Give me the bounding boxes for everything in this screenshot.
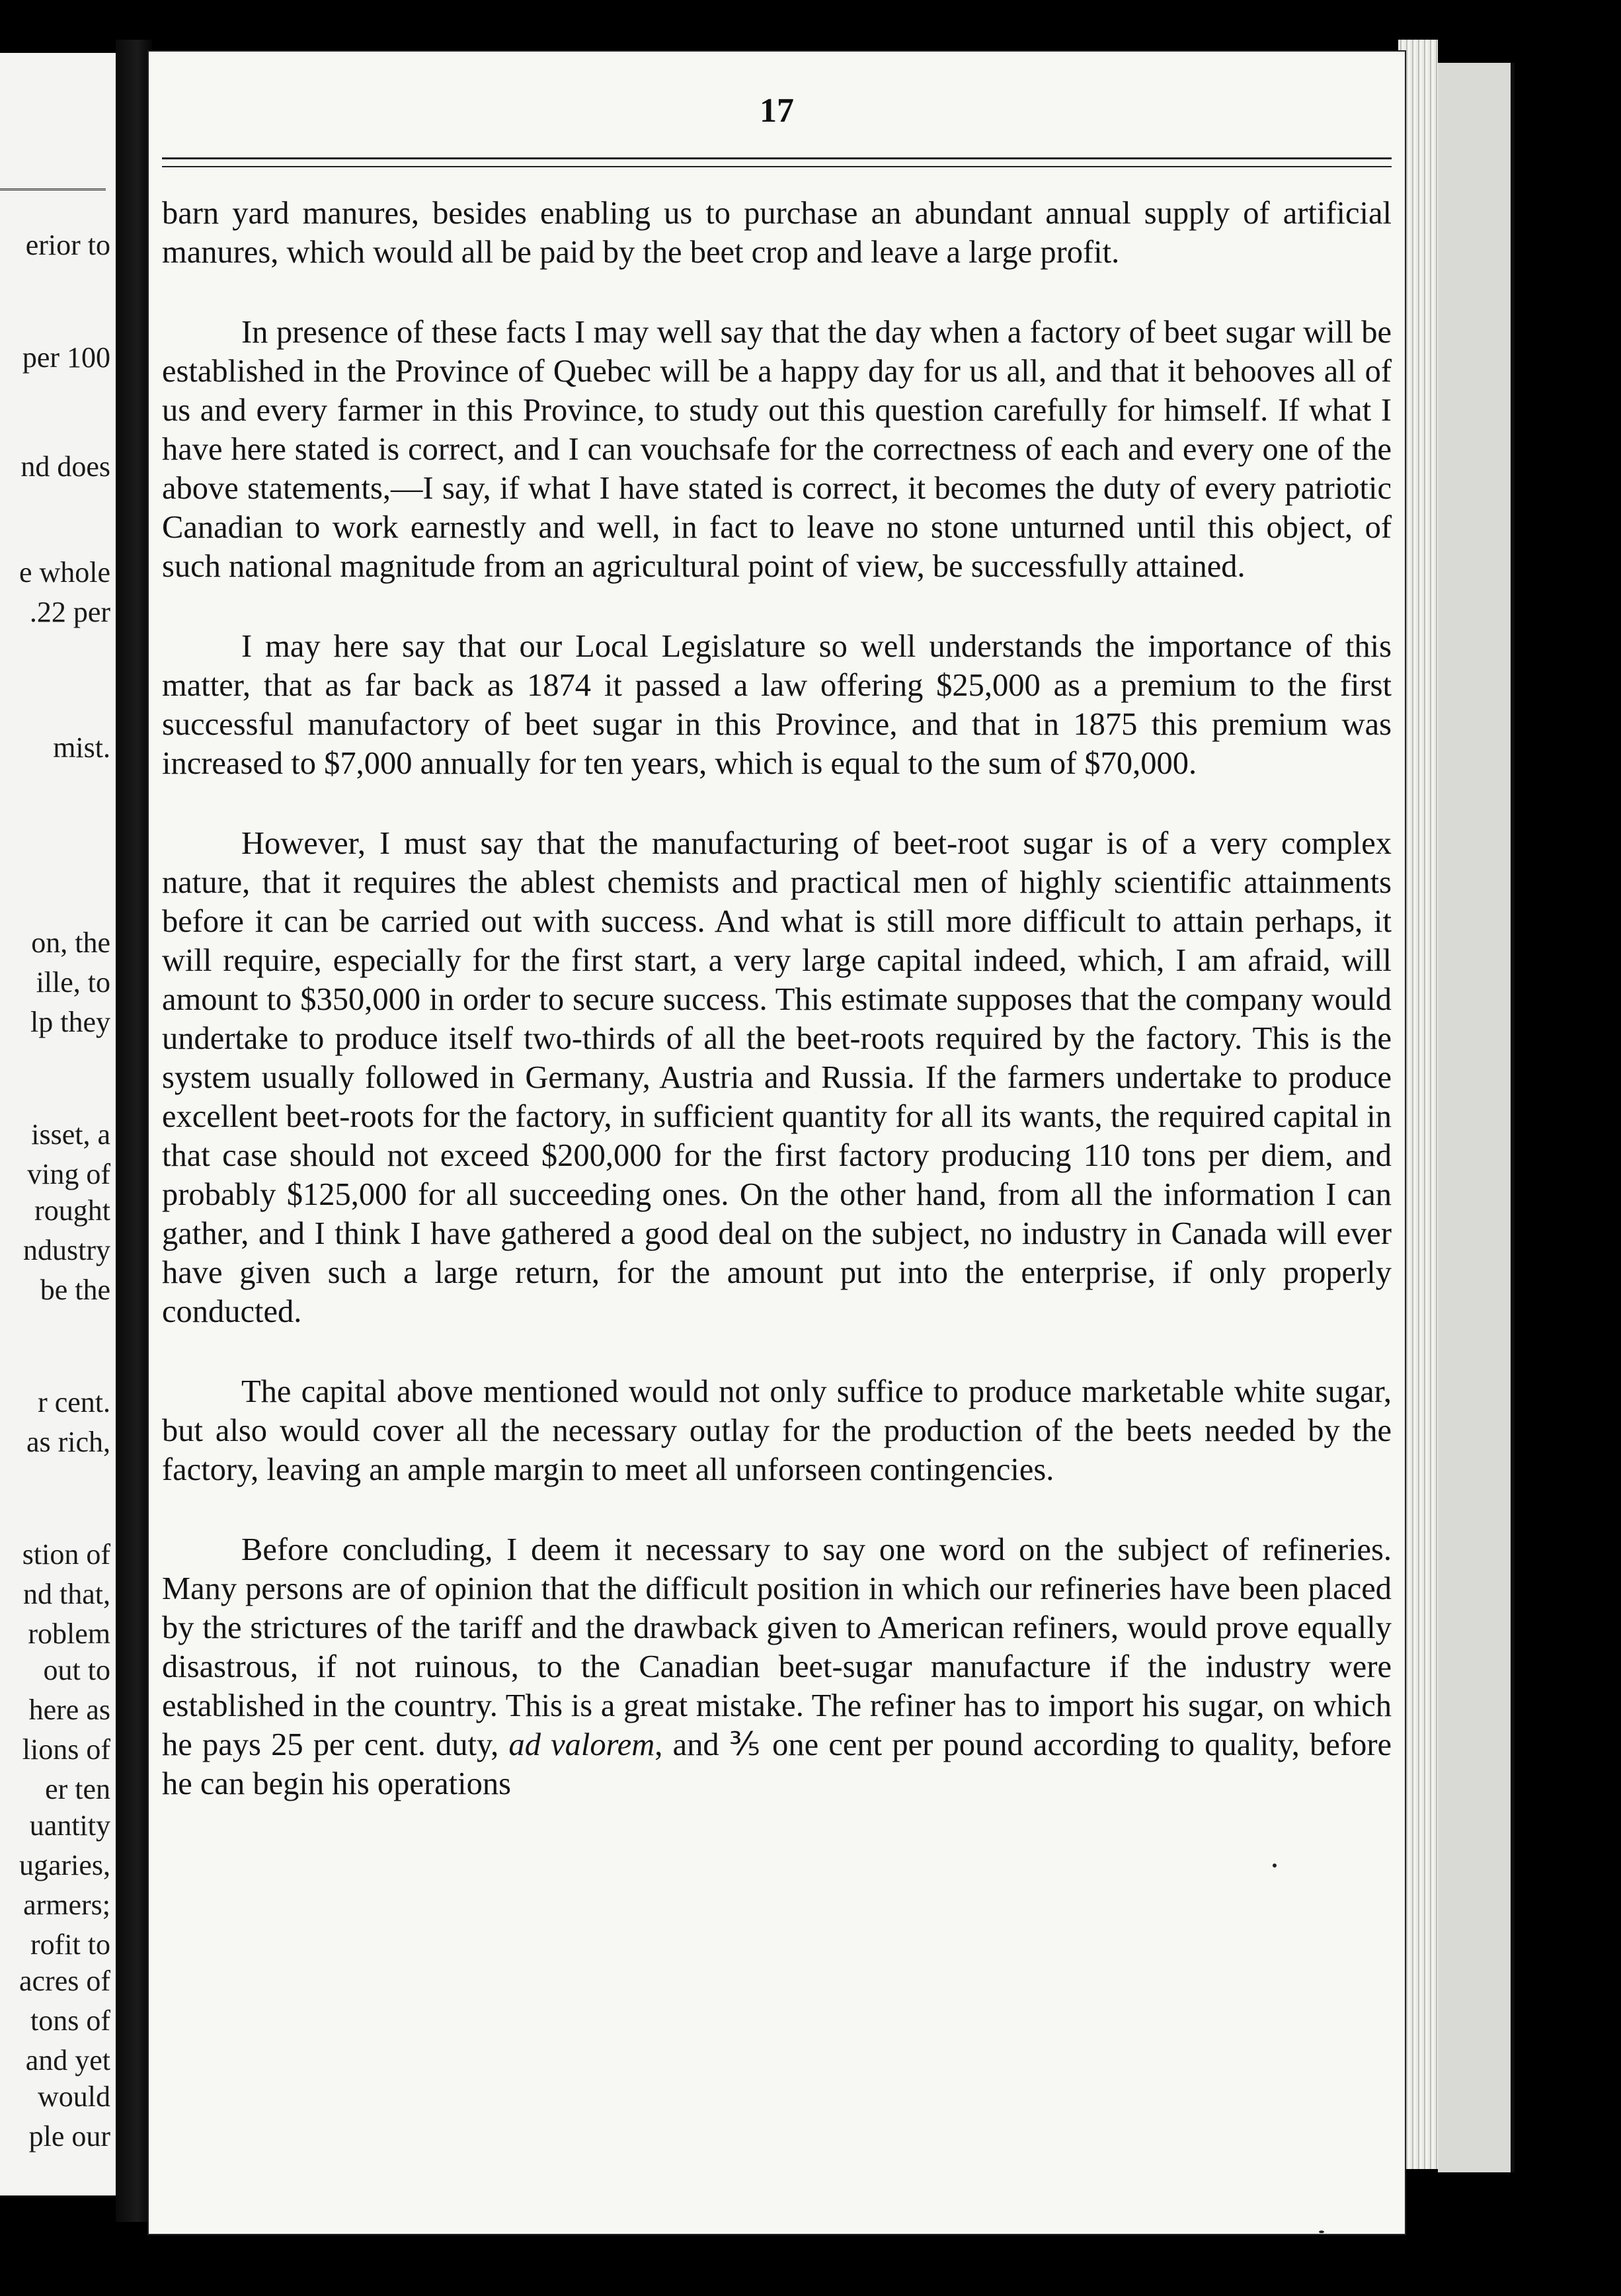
scan-speck: [1273, 1864, 1277, 1867]
left-page-line: ving of: [27, 1158, 110, 1190]
left-page-line: ille, to: [36, 966, 110, 999]
left-page-line: stion of: [22, 1538, 110, 1571]
left-page-line: ple our: [28, 2120, 110, 2152]
left-page-line: and yet: [25, 2044, 110, 2076]
left-page-line: here as: [28, 1694, 110, 1726]
left-page-line: be the: [40, 1274, 110, 1306]
left-page-line: nd does: [20, 450, 110, 483]
paragraph-text: , and ⅗ one cent per pound according to quality, before he can begin his operations: [162, 1727, 1392, 1801]
left-page-line: uantity: [29, 1809, 110, 1842]
book-page: [149, 52, 1405, 2234]
left-page-line: nd that,: [23, 1578, 110, 1610]
left-page-line: mist.: [53, 731, 110, 764]
left-page-line: on, the: [31, 926, 110, 959]
left-page-line: acres of: [19, 1965, 110, 1997]
paragraph: I may here say that our Local Legislature so well understands the importance of this matter, that as far back as 1874 it passed a law offering $25,000 as a premium to the first successful manufactory of beet sugar in this Province, and that in 1875 this premium was increased to $7,000 annually for ten years, which is equal to the sum of $70,000.: [162, 629, 1392, 781]
left-page-header-rule: [0, 188, 106, 193]
left-page-line: lions of: [22, 1733, 110, 1766]
paragraph: In presence of these facts I may well say that the day when a factory of beet sugar will be established in the Province of Quebec will be a happy day for us all, and that it behooves all of us and every farmer in this Province, to study out this question carefully for himself. If what I have here stated is correct, and I can vouchsafe for the correctness of each and every one of the above statements,—I say, if what I have stated is correct, it becomes the duty of every patriotic Canadian to work earnestly and well, in fact to leave no stone unturned until this object, of such national magnitude from an agricultural point of view, be successfully attained.: [162, 315, 1392, 584]
left-page-line: lp they: [30, 1006, 110, 1038]
paragraph: [162, 1530, 1392, 1803]
left-facing-page: [0, 53, 116, 2195]
left-page-line: rought: [34, 1194, 110, 1227]
italic-phrase: ad valorem: [508, 1727, 655, 1762]
left-page-line: armers;: [23, 1889, 110, 1921]
book-back-board: [1438, 63, 1515, 2172]
scan-speck: [1319, 2231, 1324, 2233]
left-page-line: erior to: [25, 229, 110, 261]
left-page-line: e whole: [19, 556, 110, 589]
left-page-line: ugaries,: [19, 1849, 110, 1881]
page-body: [162, 194, 1392, 1844]
left-page-line: out to: [43, 1654, 110, 1686]
page-number: 17: [760, 92, 794, 130]
paragraph: However, I must say that the manufacturing of beet-root sugar is of a very complex nature, that it requires the ablest chemists and practical men of highly scientific attainments before it can be carried out with success. And what is still more difficult to attain perhaps, it will require, especially for the first start, a very large capital indeed, which, I am afraid, will amount to $350,000 in order to secure success. This estimate supposes that the company would undertake to produce itself two-thirds of all the beet-roots required by the factory. This is the system usually followed in Germany, Austria and Russia. If the farmers undertake to produce excellent beet-roots for the factory, in sufficient quantity for all its wants, the required capital in that case should not exceed $200,000 for the first factory producing 110 tons per diem, and probably $125,000 for all succeeding ones. On the other hand, from all the information I can gather, and I think I have gathered a good deal on the subject, no industry in Canada will ever have given such a large return, for the amount put into the enterprise, if only properly conducted.: [162, 826, 1392, 1329]
left-page-line: .22 per: [29, 596, 110, 628]
paragraph: barn yard manures, besides enabling us to purchase an abundant annual supply of artificial manures, which would all be paid by the beet crop and leave a large profit.: [162, 196, 1392, 270]
left-page-line: would: [38, 2080, 110, 2113]
left-page-line: tons of: [30, 2004, 110, 2037]
left-page-line: as rich,: [26, 1426, 110, 1458]
paragraph-text: Before concluding, I deem it necessary to say one word on the subject of refineries. Many persons are of opinion that the difficult position in which our refineries have been placed by the strictures of the tariff and the drawback given to American refiners, would prove equally disastrous, if not ruinous, to the Canadian beet-sugar manufacture if the industry were established in the country. This is a great mistake. The refiner has to import his sugar, on which he pays 25 per cent. duty,: [162, 1532, 1392, 1762]
left-page-line: er ten: [45, 1773, 110, 1805]
paragraph: The capital above mentioned would not only suffice to produce marketable white sugar, but also would cover all the necessary outlay for the production of the beets needed by the factory, leaving an ample margin to meet all unforseen contingencies.: [162, 1374, 1392, 1487]
left-page-line: r cent.: [38, 1386, 110, 1418]
book-gutter: [116, 40, 152, 2222]
header-rule: [162, 157, 1392, 167]
left-page-line: per 100: [22, 341, 110, 374]
left-page-line: roblem: [28, 1618, 110, 1650]
left-page-line: ndustry: [23, 1234, 110, 1266]
left-page-line: rofit to: [30, 1928, 110, 1961]
left-page-line: isset, a: [31, 1118, 110, 1151]
